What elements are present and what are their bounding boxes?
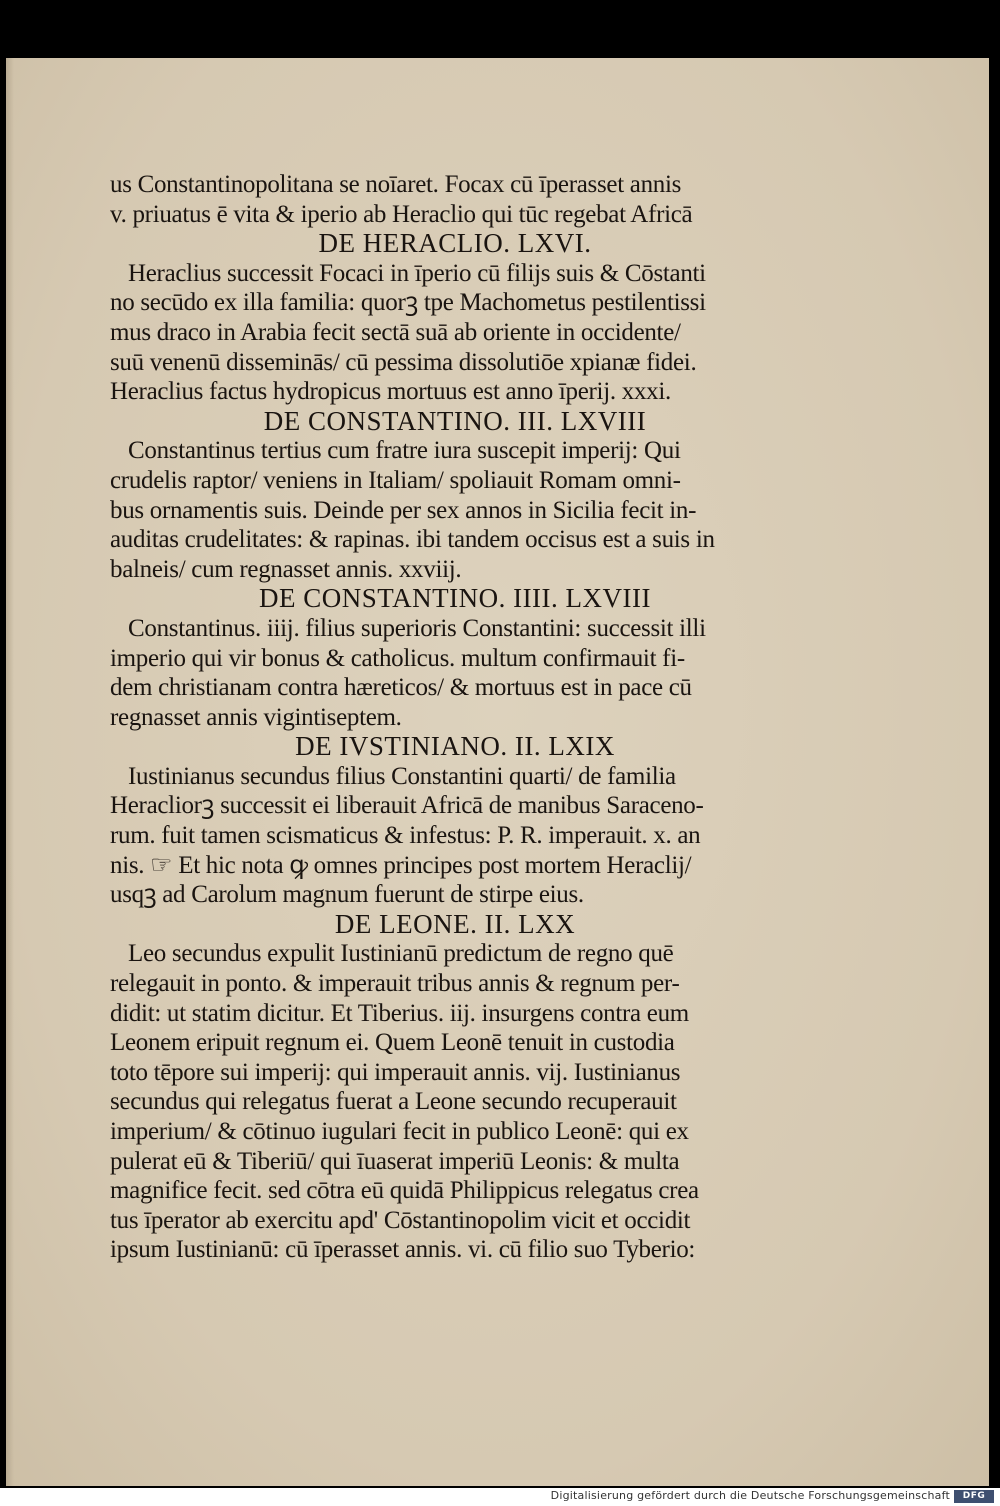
text-line: imperium/ & cōtinuo iugulari fecit in publico Leonē: qui ex [110,1118,689,1145]
text-line: imperio qui vir bonus & catholicus. multum confirmauit fi- [110,644,685,672]
page-edge-shadow [6,58,14,1486]
text-line: suū venenū disseminās/ cū pessima dissolutiōe xpianæ fidei. [110,348,697,376]
dfg-logo: DFG [954,1490,994,1503]
text-line: regnasset annis vigintiseptem. [110,703,402,731]
text-line: relegauit in ponto. & imperauit tribus annis & regnum per- [110,970,680,998]
footer-credit: Digitalisierung gefördert durch die Deutsche Forschungsgemeinschaft [550,1489,950,1502]
text-line: Heracliorꝫ successit ei liberauit Africā de manibus Saraceno- [110,792,704,820]
chapter-heading: DE CONSTANTINO. IIII. LXVIII [259,584,651,614]
text-line: magnifice fecit. sed cōtra eū quidā Philippicus relegatus crea [110,1177,699,1205]
text-line: us Constantinopolitana se noīaret. Focax cū īperasset annis [110,171,682,198]
text-line: usqꝫ ad Carolum magnum fuerunt de stirpe eius. [110,881,584,909]
text-line: balneis/ cum regnasset annis. xxviij. [110,555,462,583]
chapter-heading: DE HERACLIO. LXVI. [318,229,592,259]
text-line: mus draco in Arabia fecit sectā suā ab oriente in occidente/ [110,318,681,346]
text-line: secundus qui relegatus fuerat a Leone secundo recuperauit [110,1088,677,1116]
text-block [110,170,800,1265]
text-line: auditas crudelitates: & rapinas. ibi tandem occisus est a suis in [110,526,715,554]
text-line: v. priuatus ē vita & iperio ab Heraclio qui tūc regebat Africā [110,200,693,228]
chapter-heading: DE IVSTINIANO. II. LXIX [295,732,615,762]
text-line: crudelis raptor/ veniens in Italiam/ spoliauit Romam omni- [110,466,681,494]
text-line: Constantinus tertius cum fratre iura suscepit imperij: Qui [128,437,681,465]
document-page [6,58,989,1486]
footer-bar [0,1488,1000,1506]
text-line: bus ornamentis suis. Deinde per sex annos in Sicilia fecit in- [110,496,697,524]
text-line: Heraclius factus hydropicus mortuus est anno īperij. xxxi. [110,378,671,406]
text-line: toto tēpore sui imperij: qui imperauit annis. vij. Iustinianus [110,1058,681,1086]
text-line: Constantinus. iiij. filius superioris Constantini: successit illi [128,614,706,642]
text-line: Leonem eripuit regnum ei. Quem Leonē tenuit in custodia [110,1029,675,1057]
text-line: pulerat eū & Tiberiū/ qui īuaserat imperiū Leonis: & multa [110,1147,680,1175]
text-line: dem christianam contra hæreticos/ & mortuus est in pace cū [110,674,692,702]
text-line: didit: ut statim dicitur. Et Tiberius. iij. insurgens contra eum [110,999,689,1027]
text-line: Heraclius successit Focaci in īperio cū filijs suis & Cōstanti [128,259,706,287]
chapter-heading: DE CONSTANTINO. III. LXVIII [263,406,647,436]
text-line: ipsum Iustinianū: cū īperasset annis. vi. cū filio suo Tyberio: [110,1236,696,1264]
text-line: nis. ☞ Et hic nota ꝙ omnes principes post mortem Heraclij/ [110,851,692,879]
text-line: tus īperator ab exercitu apd' Cōstantinopolim vicit et occidit [110,1206,691,1234]
text-line: Iustinianus secundus filius Constantini quarti/ de familia [128,762,676,790]
text-line: no secūdo ex illa familia: quorꝫ tpe Machometus pestilentissi [110,289,706,317]
text-line: Leo secundus expulit Iustinianū predictum de regno quē [128,940,674,968]
text-line: rum. fuit tamen scismaticus & infestus: P. R. imperauit. x. an [110,822,701,850]
chapter-heading: DE LEONE. II. LXX [334,909,576,939]
